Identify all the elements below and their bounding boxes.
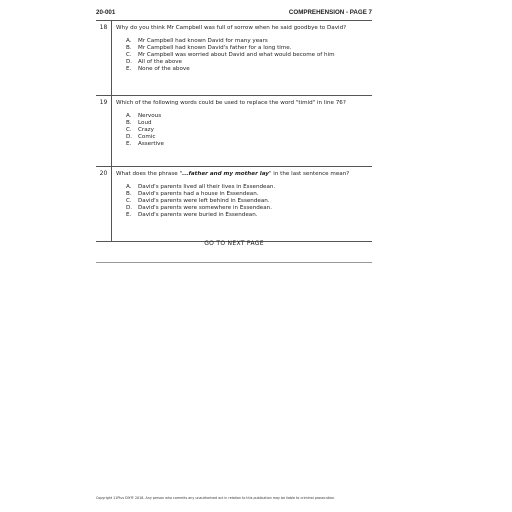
option-c[interactable] [126, 127, 372, 134]
option-letter: A. [126, 113, 132, 119]
option-letter: A. [126, 38, 132, 44]
question-number: 18 [96, 21, 112, 95]
option-e[interactable] [126, 141, 372, 148]
question-text-end: " in the last sentence mean? [268, 171, 350, 177]
option-c[interactable] [126, 198, 372, 205]
option-text: David's parents were buried in Essendean. [138, 212, 258, 219]
option-letter: C. [126, 52, 132, 59]
option-e[interactable] [126, 212, 372, 219]
option-text: David's parents had a house in Essendean. [138, 191, 259, 198]
question-text-start: What does the phrase " [116, 171, 183, 177]
option-a[interactable] [126, 113, 372, 120]
option-letter: C. [126, 198, 132, 205]
paper-code: 20-001 [96, 9, 116, 16]
option-letter: E. [126, 141, 132, 148]
go-to-next-page: GO TO NEXT PAGE [204, 240, 264, 247]
option-text: All of the above [138, 59, 182, 66]
options-list [126, 184, 372, 219]
option-text: David's parents lived all their lives in Essendean. [138, 184, 276, 190]
quoted-phrase: ...father and my mother lay [182, 171, 269, 177]
section-title: COMPREHENSION - PAGE 7 [288, 9, 372, 16]
option-d[interactable] [126, 59, 372, 66]
option-e[interactable] [126, 66, 372, 73]
option-letter: E. [126, 66, 132, 73]
option-a[interactable] [126, 184, 372, 191]
question-text [116, 171, 372, 178]
question-number: 19 [96, 96, 112, 166]
option-d[interactable] [126, 134, 372, 141]
divider [96, 262, 372, 263]
option-text: Loud [138, 120, 152, 127]
option-text: Crazy [138, 127, 154, 134]
option-c[interactable] [126, 52, 372, 59]
page-header [96, 9, 372, 19]
option-b[interactable] [126, 45, 372, 52]
question-body [112, 21, 372, 79]
option-letter: D. [126, 134, 133, 141]
options-list [126, 113, 372, 148]
option-b[interactable] [126, 191, 372, 198]
option-letter: B. [126, 120, 132, 127]
option-text: David's parents were somewhere in Essendean. [138, 205, 272, 212]
question-row-20 [96, 167, 372, 242]
copyright-footer: Copyright 11Plus DIY® 2018. Any person who commits any unauthorised act in relation to this publication may be liable to criminal prosecution. [96, 496, 336, 500]
option-letter: C. [126, 127, 132, 134]
option-text: Mr Campbell had known David for many years [138, 38, 268, 44]
option-letter: B. [126, 191, 132, 198]
question-text: Which of the following words could be used to replace the word "timid" in line 76? [116, 100, 346, 106]
option-text: Mr Campbell was worried about David and what would become of him [138, 52, 335, 59]
question-text: Why do you think Mr Campbell was full of sorrow when he said goodbye to David? [116, 25, 347, 31]
options-list [126, 38, 372, 73]
question-body [112, 96, 372, 154]
option-text: Comic [138, 134, 156, 141]
option-text: Assertive [138, 141, 164, 148]
option-text: Mr Campbell had known David's father for a long time. [138, 45, 292, 52]
option-b[interactable] [126, 120, 372, 127]
option-letter: D. [126, 59, 133, 66]
option-letter: B. [126, 45, 132, 52]
option-letter: A. [126, 184, 132, 190]
question-number: 20 [96, 167, 112, 241]
question-body [112, 167, 372, 225]
question-row-18 [96, 21, 372, 96]
option-a[interactable] [126, 38, 372, 45]
option-letter: D. [126, 205, 133, 212]
option-text: Nervous [138, 113, 162, 119]
option-letter: E. [126, 212, 132, 219]
question-row-19 [96, 96, 372, 167]
questions-table [96, 20, 372, 242]
option-text: None of the above [138, 66, 190, 73]
option-d[interactable] [126, 205, 372, 212]
option-text: David's parents were left behind in Essendean. [138, 198, 270, 205]
